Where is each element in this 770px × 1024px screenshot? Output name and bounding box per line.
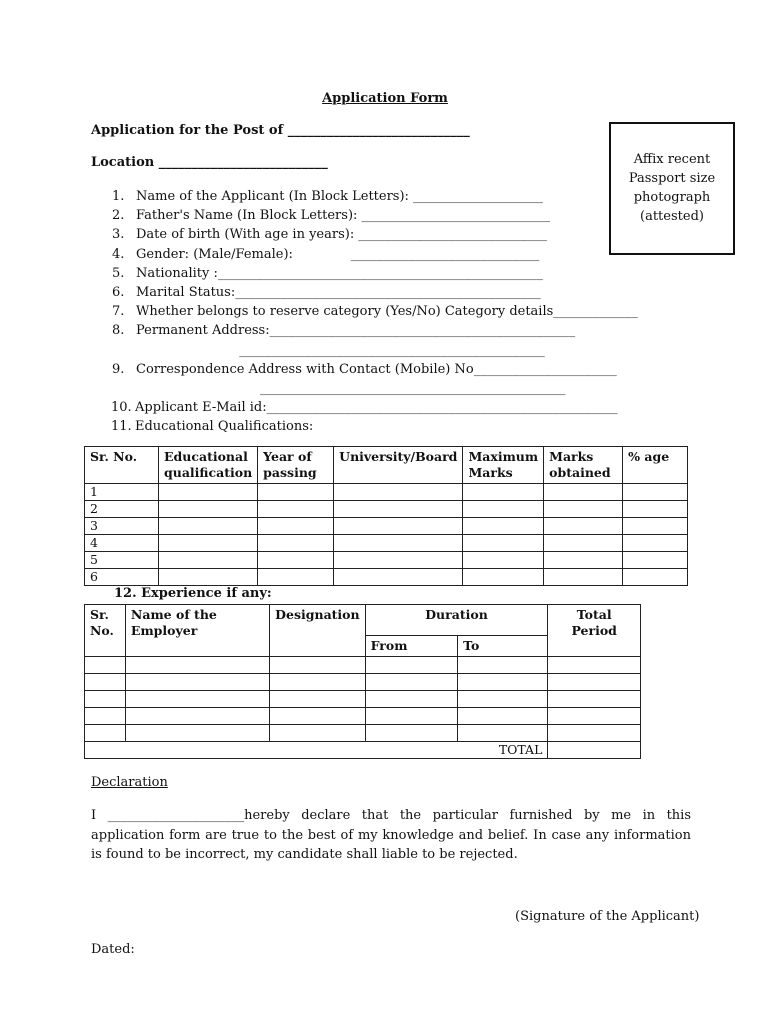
table-cell[interactable] xyxy=(270,691,365,708)
row-number: 1 xyxy=(85,484,159,501)
table-cell[interactable] xyxy=(463,569,544,586)
field-educational-qualifications: Educational Qualifications: xyxy=(135,419,314,435)
field-marital-status: Marital Status:_______________________________________________ xyxy=(136,284,541,300)
photo-box-line: photograph xyxy=(633,190,711,205)
item-number: 11. xyxy=(111,419,132,435)
field-correspondence-address-line2: _______________________________________________ xyxy=(136,380,566,396)
table-cell[interactable] xyxy=(458,691,548,708)
col-percentage: % age xyxy=(623,447,688,484)
table-cell[interactable] xyxy=(623,552,688,569)
table-cell[interactable] xyxy=(334,552,463,569)
field-email: Applicant E-Mail id:______________________________________________________ xyxy=(135,400,618,416)
item-number: 2. xyxy=(112,208,125,224)
table-row xyxy=(85,501,688,518)
col-total-period: Total Period xyxy=(548,605,641,657)
row-number: 5 xyxy=(85,552,159,569)
education-table xyxy=(84,446,688,586)
row-number: 2 xyxy=(85,501,159,518)
table-cell[interactable] xyxy=(334,569,463,586)
table-cell[interactable] xyxy=(85,708,126,725)
table-cell[interactable] xyxy=(463,501,544,518)
table-row xyxy=(85,552,688,569)
table-cell[interactable] xyxy=(623,569,688,586)
photo-box xyxy=(609,122,735,255)
table-cell[interactable] xyxy=(458,725,548,742)
table-cell[interactable] xyxy=(365,657,457,674)
list-item xyxy=(112,321,612,340)
location-line: Location __________________________ xyxy=(91,155,328,170)
row-number: 4 xyxy=(85,535,159,552)
table-cell[interactable] xyxy=(159,518,258,535)
table-cell[interactable] xyxy=(270,674,365,691)
table-cell[interactable] xyxy=(334,501,463,518)
table-cell[interactable] xyxy=(125,674,269,691)
table-cell[interactable] xyxy=(159,484,258,501)
field-correspondence-address: Correspondence Address with Contact (Mobile) No______________________ xyxy=(136,361,617,377)
item-number: 3. xyxy=(112,227,125,243)
field-name: Name of the Applicant (In Block Letters): ____________________ xyxy=(136,189,544,204)
dated-label: Dated: xyxy=(91,942,135,957)
item-number: 4. xyxy=(112,246,125,262)
table-cell[interactable] xyxy=(623,501,688,518)
item-number: 1. xyxy=(112,189,125,204)
table-cell[interactable] xyxy=(544,484,623,501)
table-cell[interactable] xyxy=(270,708,365,725)
declaration-text: I _____________________hereby declare that the particular furnished by me in this application form are true to the best of my knowledge and belief. In case any information is found to be incorrect, my candidate shall liable to be rejected. xyxy=(91,808,691,862)
table-header-row xyxy=(85,447,688,484)
field-permanent-address-line2: _______________________________________________ xyxy=(136,342,545,358)
field-reserve-category: Whether belongs to reserve category (Yes/No) Category details_____________ xyxy=(136,304,638,320)
table-row xyxy=(85,691,641,708)
form-title: Application Form xyxy=(322,91,448,106)
item-number: 5. xyxy=(112,265,125,281)
table-row xyxy=(85,657,641,674)
field-father-name: Father's Name (In Block Letters): _____________________________ xyxy=(136,208,551,224)
table-cell[interactable] xyxy=(548,725,641,742)
col-designation: Designation xyxy=(270,605,365,657)
col-marks-obtained: Marks obtained xyxy=(544,447,623,484)
table-cell[interactable] xyxy=(365,674,457,691)
table-cell[interactable] xyxy=(463,518,544,535)
table-cell[interactable] xyxy=(270,725,365,742)
field-dob: Date of birth (With age in years): _____________________________ xyxy=(136,227,547,243)
list-item xyxy=(112,225,612,244)
list-item xyxy=(112,283,612,302)
col-sr-no: Sr. No. xyxy=(85,605,126,657)
table-cell[interactable] xyxy=(544,569,623,586)
table-cell[interactable] xyxy=(458,708,548,725)
photo-box-line: (attested) xyxy=(640,209,704,224)
table-cell[interactable] xyxy=(159,501,258,518)
table-cell[interactable] xyxy=(365,691,457,708)
col-from: From xyxy=(365,636,457,657)
table-row xyxy=(85,484,688,501)
applicant-fields-list xyxy=(111,187,638,436)
list-item xyxy=(112,302,638,321)
total-row xyxy=(85,742,641,759)
table-row xyxy=(85,725,641,742)
table-cell[interactable] xyxy=(334,535,463,552)
photo-box-line: Affix recent xyxy=(633,152,711,167)
table-header-row xyxy=(85,605,641,636)
table-row xyxy=(85,569,688,586)
list-item xyxy=(112,341,612,360)
list-item xyxy=(112,360,617,379)
table-cell[interactable] xyxy=(258,535,334,552)
table-cell[interactable] xyxy=(334,484,463,501)
table-cell[interactable] xyxy=(258,484,334,501)
table-cell[interactable] xyxy=(458,674,548,691)
list-item xyxy=(112,264,612,283)
table-row xyxy=(85,518,688,535)
table-row xyxy=(85,535,688,552)
table-cell[interactable] xyxy=(548,674,641,691)
col-qualification: Educational qualification xyxy=(159,447,258,484)
table-cell[interactable] xyxy=(258,501,334,518)
signature-label: (Signature of the Applicant) xyxy=(515,909,700,924)
row-number: 3 xyxy=(85,518,159,535)
table-cell[interactable] xyxy=(125,657,269,674)
table-cell[interactable] xyxy=(85,691,126,708)
field-permanent-address: Permanent Address:_______________________________________________ xyxy=(136,323,576,339)
col-sr-no: Sr. No. xyxy=(85,447,159,484)
table-cell[interactable] xyxy=(623,484,688,501)
photo-box-line: Passport size xyxy=(628,171,716,186)
table-cell[interactable] xyxy=(548,691,641,708)
table-cell[interactable] xyxy=(463,552,544,569)
table-cell[interactable] xyxy=(458,657,548,674)
col-employer-name: Name of the Employer xyxy=(125,605,269,657)
col-year-of-passing: Year of passing xyxy=(258,447,334,484)
list-item xyxy=(112,245,612,264)
list-item xyxy=(112,379,612,398)
table-cell[interactable] xyxy=(85,674,126,691)
table-cell[interactable] xyxy=(463,484,544,501)
table-cell[interactable] xyxy=(334,518,463,535)
total-value-cell[interactable] xyxy=(548,742,641,759)
table-cell[interactable] xyxy=(544,518,623,535)
row-number: 6 xyxy=(85,569,159,586)
list-item xyxy=(111,398,618,417)
list-item xyxy=(112,187,612,206)
table-cell[interactable] xyxy=(548,708,641,725)
table-cell[interactable] xyxy=(85,657,126,674)
table-cell[interactable] xyxy=(365,725,457,742)
table-cell[interactable] xyxy=(544,535,623,552)
list-item xyxy=(112,417,612,436)
item-number: 9. xyxy=(112,361,125,377)
table-cell[interactable] xyxy=(365,708,457,725)
table-cell[interactable] xyxy=(544,552,623,569)
table-cell[interactable] xyxy=(623,518,688,535)
table-cell[interactable] xyxy=(159,535,258,552)
table-cell[interactable] xyxy=(159,552,258,569)
experience-label: 12. Experience if any: xyxy=(114,586,272,601)
table-cell[interactable] xyxy=(125,708,269,725)
table-cell[interactable] xyxy=(270,657,365,674)
col-duration: Duration xyxy=(365,605,548,636)
list-item xyxy=(112,206,612,225)
item-number: 8. xyxy=(112,323,125,339)
item-number: 6. xyxy=(112,284,125,300)
table-cell[interactable] xyxy=(548,657,641,674)
table-cell[interactable] xyxy=(623,535,688,552)
table-cell[interactable] xyxy=(85,725,126,742)
total-label: TOTAL xyxy=(85,742,548,759)
table-cell[interactable] xyxy=(125,691,269,708)
table-cell[interactable] xyxy=(159,569,258,586)
experience-table xyxy=(84,604,641,759)
table-row xyxy=(85,674,641,691)
col-university-board: University/Board xyxy=(334,447,463,484)
table-cell[interactable] xyxy=(544,501,623,518)
col-to: To xyxy=(458,636,548,657)
field-nationality: Nationality :__________________________________________________ xyxy=(136,265,543,281)
col-maximum-marks: Maximum Marks xyxy=(463,447,544,484)
table-cell[interactable] xyxy=(258,518,334,535)
table-cell[interactable] xyxy=(258,552,334,569)
table-cell[interactable] xyxy=(463,535,544,552)
declaration-heading: Declaration xyxy=(91,775,168,790)
table-cell[interactable] xyxy=(258,569,334,586)
post-line: Application for the Post of ____________________________ xyxy=(91,123,470,138)
field-gender: Gender: (Male/Female): _____________________________ xyxy=(136,246,540,262)
table-cell[interactable] xyxy=(125,725,269,742)
table-row xyxy=(85,708,641,725)
item-number: 7. xyxy=(112,304,125,320)
item-number: 10. xyxy=(111,400,132,416)
